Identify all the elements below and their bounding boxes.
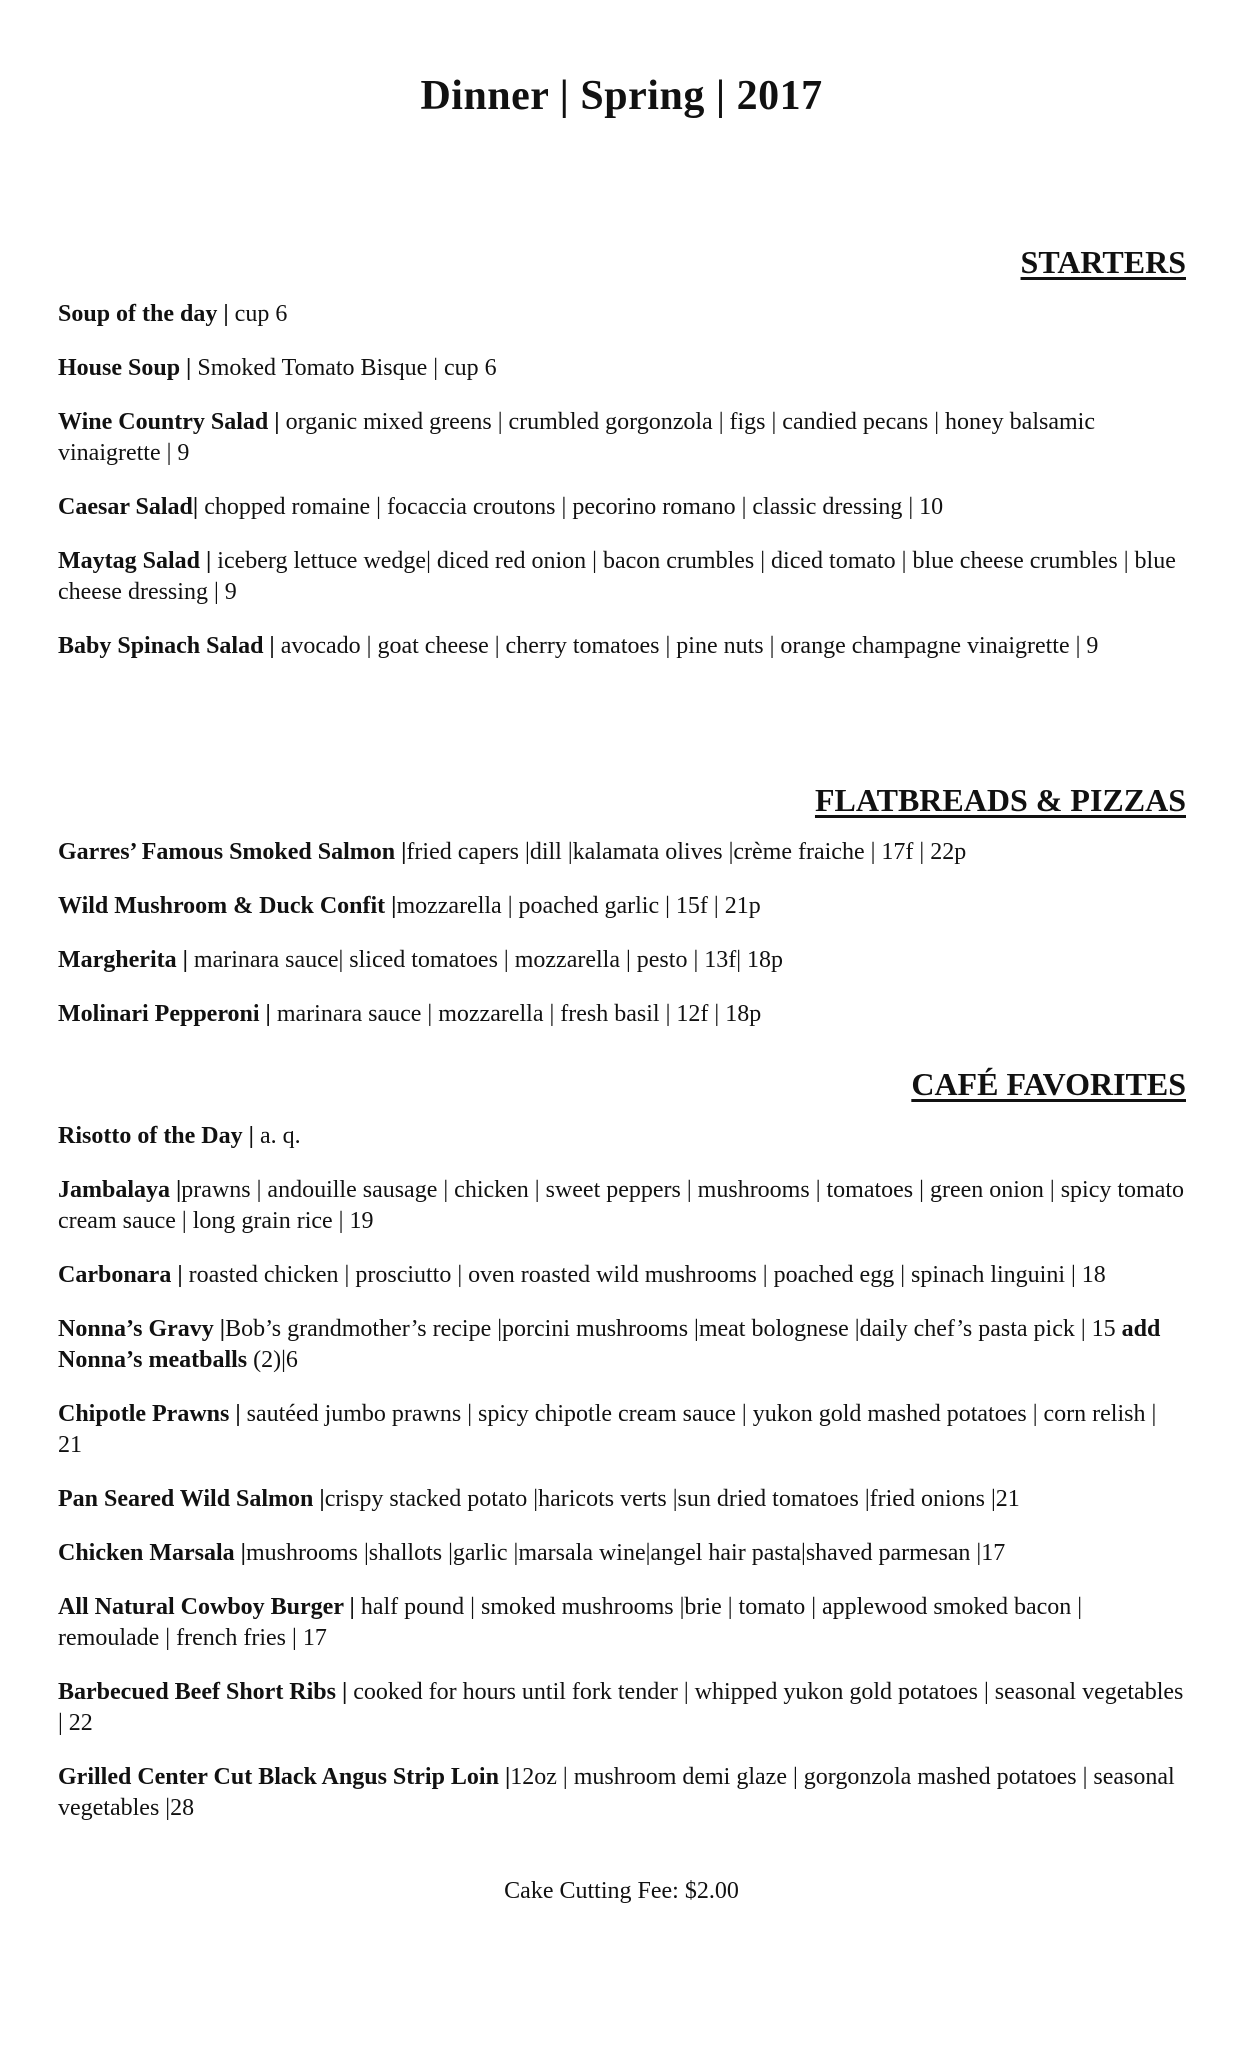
item-name: Risotto of the Day | [58, 1123, 254, 1149]
item-description: prawns | andouille sausage | chicken | sweet peppers | mushrooms | tomatoes | green onion | spicy tomato cream sauce | long grain rice | 19 [58, 1177, 1185, 1234]
item-name: Garres’ Famous Smoked Salmon | [58, 839, 407, 865]
cake-cutting-fee: Cake Cutting Fee: $2.00 [504, 1878, 739, 1904]
item-name: Soup of the day | [58, 301, 229, 327]
menu-item-wine-country-salad [58, 407, 1186, 469]
item-name: Molinari Pepperoni | [58, 1001, 271, 1027]
item-name: Margherita | [58, 947, 188, 973]
starters-section [58, 244, 1186, 685]
item-addon: add Nonna’s meatballs [58, 1316, 1161, 1373]
item-name: Grilled Center Cut Black Angus Strip Loin | [58, 1764, 511, 1790]
menu-item-chicken-marsala [58, 1538, 1186, 1569]
item-description: sautéed jumbo prawns | spicy chipotle cream sauce | yukon gold mashed potatoes | corn relish | 21 [58, 1401, 1157, 1458]
item-description: crispy stacked potato |haricots verts |sun dried tomatoes |fried onions |21 [324, 1486, 1020, 1512]
item-name: Nonna’s Gravy | [58, 1316, 226, 1342]
item-description: roasted chicken | prosciutto | oven roasted wild mushrooms | poached egg | spinach linguini | 18 [182, 1262, 1106, 1288]
item-name: Pan Seared Wild Salmon | [58, 1486, 325, 1512]
menu-item-soup-of-the-day [58, 299, 1186, 330]
item-name: Barbecued Beef Short Ribs | [58, 1679, 348, 1705]
item-description: organic mixed greens | crumbled gorgonzola | figs | candied pecans | honey balsamic vinaigrette | 9 [58, 409, 1095, 466]
menu-item-chipotle-prawns [58, 1399, 1186, 1461]
item-description: marinara sauce| sliced tomatoes | mozzarella | pesto | 13f| 18p [187, 947, 784, 973]
item-name: Caesar Salad| [58, 494, 199, 520]
starters-heading: STARTERS [1020, 244, 1186, 280]
item-name: Baby Spinach Salad | [58, 633, 275, 659]
menu-item-jambalaya [58, 1175, 1186, 1237]
menu-item-cowboy-burger [58, 1592, 1186, 1654]
item-description: fried capers |dill |kalamata olives |crème fraiche | 17f | 22p [406, 839, 967, 865]
item-name: Carbonara | [58, 1262, 183, 1288]
item-name: All Natural Cowboy Burger | [58, 1594, 355, 1620]
cafe-favorites-heading: CAFÉ FAVORITES [911, 1066, 1186, 1102]
item-description: Bob’s grandmother’s recipe |porcini mushrooms |meat bolognese |daily chef’s pasta pick | 15 [225, 1316, 1122, 1342]
item-name: Maytag Salad | [58, 548, 212, 574]
menu-item-house-soup [58, 353, 1186, 384]
item-name: Jambalaya | [58, 1177, 182, 1203]
menu-item-short-ribs [58, 1677, 1186, 1739]
menu-item-wild-salmon [58, 1484, 1186, 1515]
menu-item-maytag-salad [58, 546, 1186, 608]
menu-item-smoked-salmon [58, 837, 1186, 868]
menu-item-molinari-pepperoni [58, 999, 1186, 1030]
item-description: cooked for hours until fork tender | whipped yukon gold potatoes | seasonal vegetables | 22 [58, 1679, 1184, 1736]
flatbreads-section [58, 782, 1186, 1053]
item-name: Wild Mushroom & Duck Confit | [58, 893, 397, 919]
menu-item-caesar-salad [58, 492, 1186, 523]
item-description: avocado | goat cheese | cherry tomatoes | pine nuts | orange champagne vinaigrette | 9 [274, 633, 1099, 659]
item-description: marinara sauce | mozzarella | fresh basil | 12f | 18p [270, 1001, 762, 1027]
item-description: chopped romaine | focaccia croutons | pecorino romano | classic dressing | 10 [198, 494, 944, 520]
item-name: Chipotle Prawns | [58, 1401, 241, 1427]
menu-item-nonnas-gravy [58, 1314, 1186, 1376]
menu-item-carbonara [58, 1260, 1186, 1291]
item-description: 12oz | mushroom demi glaze | gorgonzola mashed potatoes | seasonal vegetables |28 [58, 1764, 1175, 1821]
item-description: half pound | smoked mushrooms |brie | tomato | applewood smoked bacon | remoulade | french fries | 17 [58, 1594, 1083, 1651]
cafe-favorites-section [58, 1066, 1186, 1847]
item-description: a. q. [253, 1123, 301, 1149]
menu-item-strip-loin [58, 1762, 1186, 1824]
item-description: mozzarella | poached garlic | 15f | 21p [396, 893, 761, 919]
item-description: Smoked Tomato Bisque | cup 6 [191, 355, 497, 381]
page-title: Dinner | Spring | 2017 [420, 73, 823, 119]
item-name: Wine Country Salad | [58, 409, 280, 435]
menu-item-baby-spinach-salad [58, 631, 1186, 662]
item-description: iceberg lettuce wedge| diced red onion | bacon crumbles | diced tomato | blue cheese crumbles | blue cheese dressing | 9 [58, 548, 1176, 605]
item-addon-price: (2)|6 [247, 1347, 298, 1373]
menu-item-mushroom-duck-confit [58, 891, 1186, 922]
flatbreads-heading: FLATBREADS & PIZZAS [814, 782, 1186, 818]
item-description: mushrooms |shallots |garlic |marsala wine|angel hair pasta|shaved parmesan |17 [245, 1540, 1006, 1566]
menu-item-risotto [58, 1121, 1186, 1152]
item-name: Chicken Marsala | [58, 1540, 246, 1566]
item-name: House Soup | [58, 355, 192, 381]
item-description: cup 6 [228, 301, 288, 327]
menu-item-margherita [58, 945, 1186, 976]
